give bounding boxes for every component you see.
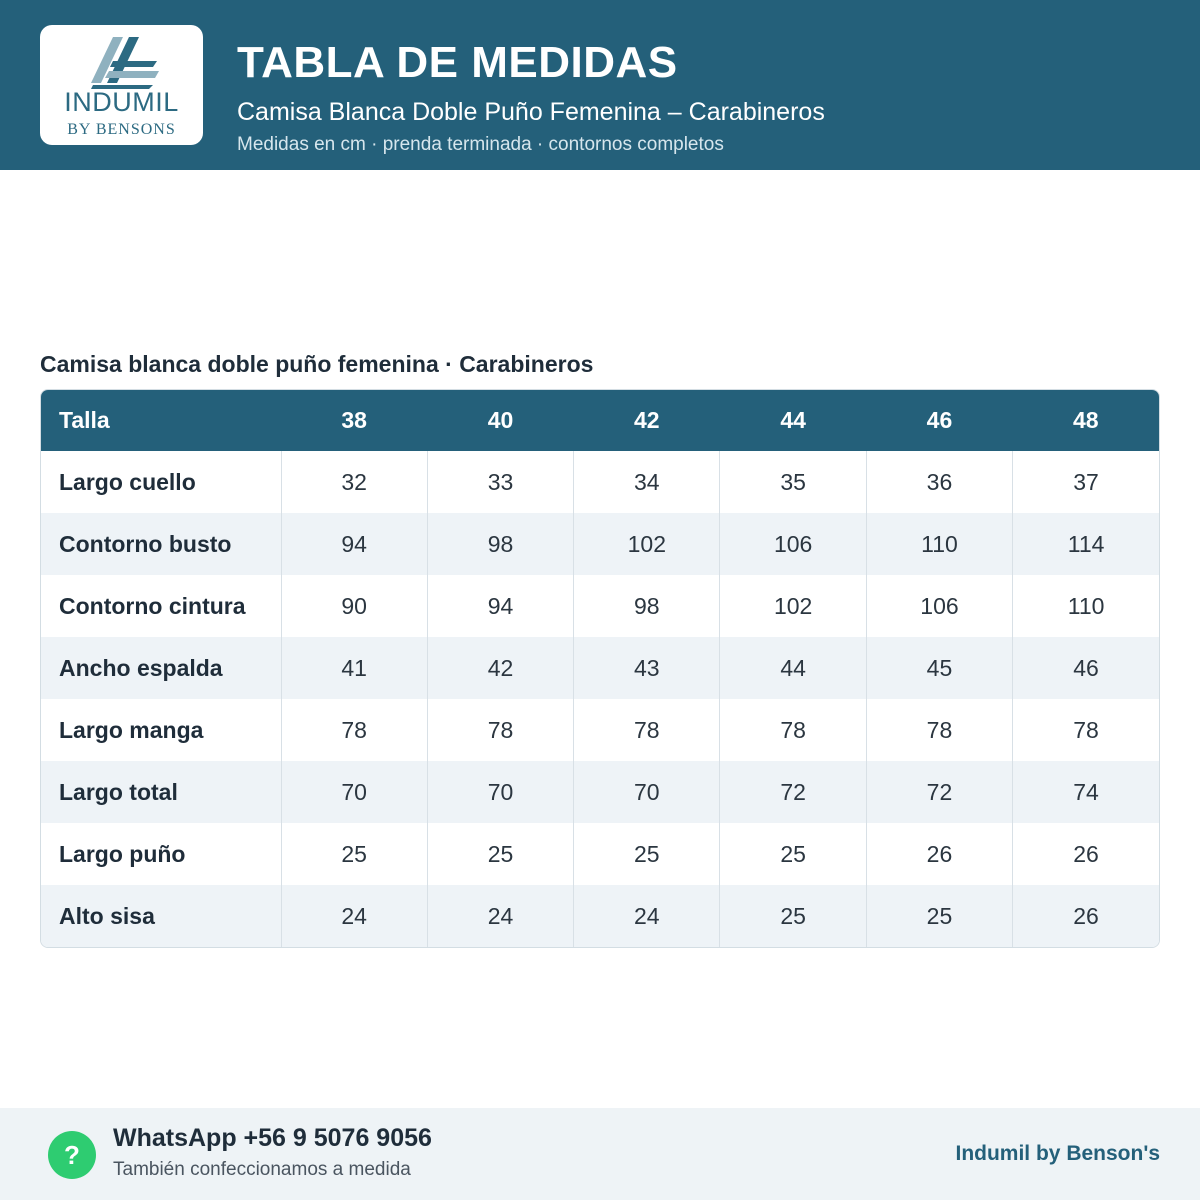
size-table [40, 389, 1160, 948]
table-row [41, 451, 1159, 513]
table-row [41, 699, 1159, 761]
table-row [41, 885, 1159, 947]
column-header-size: 46 [866, 390, 1012, 451]
row-label: Contorno busto [41, 513, 281, 575]
column-header-talla: Talla [41, 390, 281, 451]
footer-brand: Indumil by Benson's [955, 1142, 1160, 1165]
table-cell: 37 [1013, 451, 1159, 513]
table-cell: 98 [427, 513, 573, 575]
page-title: TABLA DE MEDIDAS [237, 38, 678, 87]
table-cell: 78 [866, 699, 1012, 761]
footer-bar [0, 1108, 1200, 1200]
table-cell: 72 [720, 761, 866, 823]
table-cell: 78 [720, 699, 866, 761]
table-row [41, 513, 1159, 575]
row-label: Ancho espalda [41, 637, 281, 699]
column-header-size: 38 [281, 390, 427, 451]
table-cell: 114 [1013, 513, 1159, 575]
table-row [41, 761, 1159, 823]
table-cell: 24 [427, 885, 573, 947]
table-cell: 78 [281, 699, 427, 761]
table-cell: 36 [866, 451, 1012, 513]
table-row [41, 823, 1159, 885]
table-cell: 70 [281, 761, 427, 823]
table-cell: 70 [427, 761, 573, 823]
table-cell: 110 [1013, 575, 1159, 637]
table-cell: 45 [866, 637, 1012, 699]
table-cell: 24 [574, 885, 720, 947]
whatsapp-icon[interactable]: ? [48, 1131, 96, 1179]
logo-wordmark: INDUMIL [64, 87, 179, 117]
table-cell: 94 [427, 575, 573, 637]
row-label: Largo puño [41, 823, 281, 885]
table-cell: 33 [427, 451, 573, 513]
table-cell: 34 [574, 451, 720, 513]
table-cell: 26 [866, 823, 1012, 885]
page-subtitle: Camisa Blanca Doble Puño Femenina – Carabineros [237, 98, 825, 126]
column-header-size: 42 [574, 390, 720, 451]
table-cell: 25 [427, 823, 573, 885]
table-cell: 25 [720, 885, 866, 947]
table-cell: 106 [866, 575, 1012, 637]
table-cell: 78 [574, 699, 720, 761]
column-header-size: 44 [720, 390, 866, 451]
row-label: Largo manga [41, 699, 281, 761]
table-cell: 102 [574, 513, 720, 575]
table-row [41, 575, 1159, 637]
table-cell: 44 [720, 637, 866, 699]
table-cell: 70 [574, 761, 720, 823]
row-label: Alto sisa [41, 885, 281, 947]
row-label: Largo cuello [41, 451, 281, 513]
table-cell: 25 [281, 823, 427, 885]
table-row [41, 637, 1159, 699]
table-cell: 90 [281, 575, 427, 637]
row-label: Contorno cintura [41, 575, 281, 637]
table-cell: 24 [281, 885, 427, 947]
table-cell: 43 [574, 637, 720, 699]
table-cell: 25 [866, 885, 1012, 947]
table-cell: 102 [720, 575, 866, 637]
table-cell: 72 [866, 761, 1012, 823]
whatsapp-contact-link[interactable]: WhatsApp +56 9 5076 9056 [113, 1124, 432, 1152]
table-cell: 26 [1013, 885, 1159, 947]
table-cell: 106 [720, 513, 866, 575]
header-banner [0, 0, 1200, 170]
measurement-note: Medidas en cm · prenda terminada · contornos completos [237, 134, 724, 155]
table-cell: 94 [281, 513, 427, 575]
logo [40, 25, 203, 145]
table-cell: 98 [574, 575, 720, 637]
logo-mark-icon [83, 31, 161, 89]
table-cell: 32 [281, 451, 427, 513]
table-cell: 74 [1013, 761, 1159, 823]
column-header-size: 48 [1013, 390, 1159, 451]
table-cell: 25 [574, 823, 720, 885]
table-cell: 46 [1013, 637, 1159, 699]
table-caption: Camisa blanca doble puño femenina · Carabineros [40, 351, 594, 377]
table-cell: 110 [866, 513, 1012, 575]
logo-subtitle: BY BENSONS [67, 121, 176, 138]
table-header-row [41, 390, 1159, 451]
column-header-size: 40 [427, 390, 573, 451]
table-cell: 78 [1013, 699, 1159, 761]
table-cell: 35 [720, 451, 866, 513]
table-cell: 26 [1013, 823, 1159, 885]
table-cell: 78 [427, 699, 573, 761]
table-cell: 42 [427, 637, 573, 699]
table-cell: 41 [281, 637, 427, 699]
table-cell: 25 [720, 823, 866, 885]
row-label: Largo total [41, 761, 281, 823]
footer-tagline: También confeccionamos a medida [113, 1159, 411, 1180]
